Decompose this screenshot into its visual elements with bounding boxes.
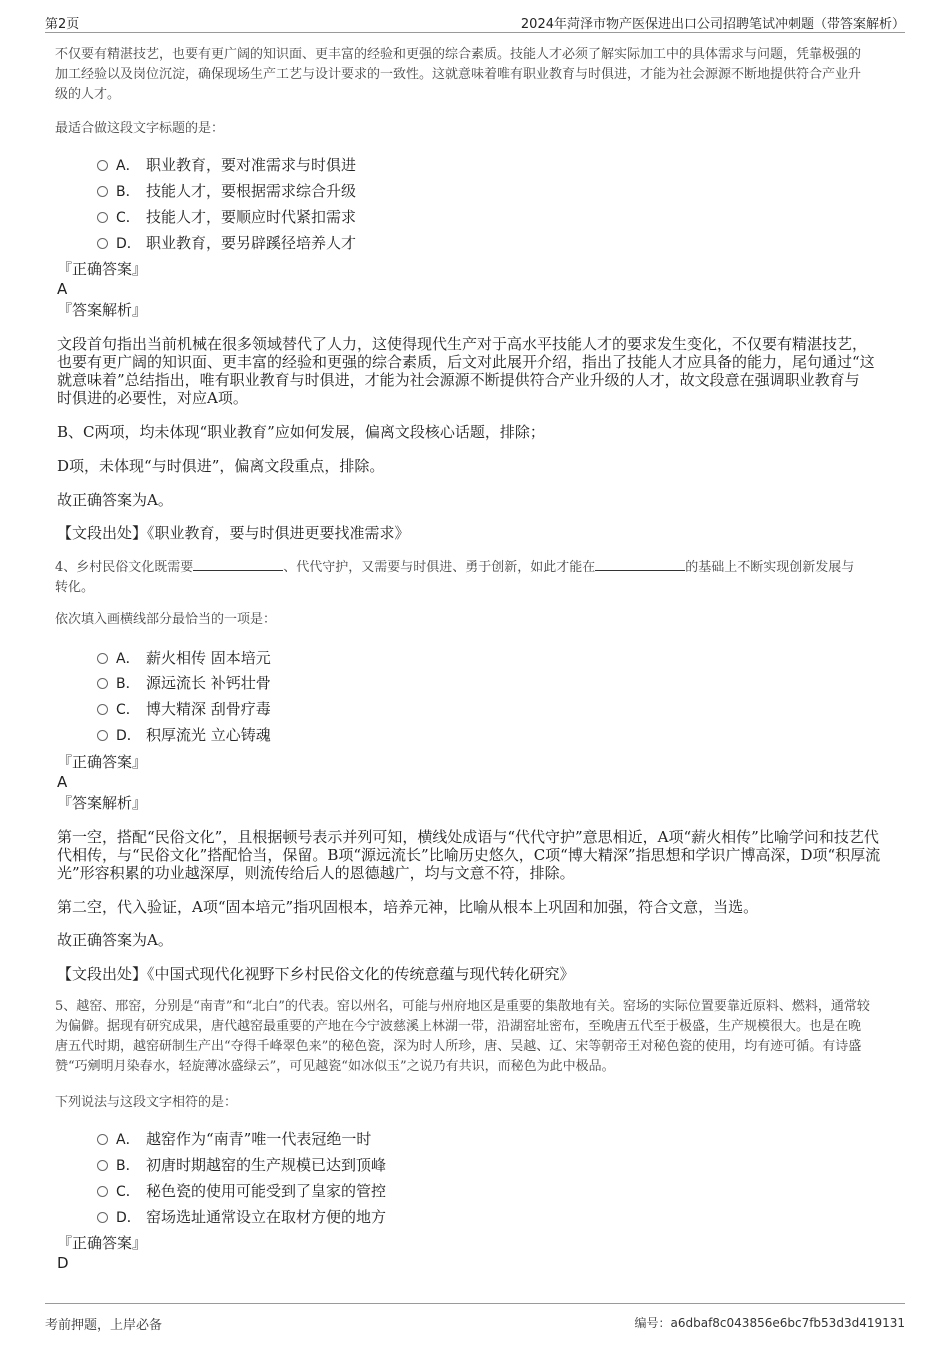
q4-source: 【文段出处】《中国式现代化视野下乡村民俗文化的传统意蕴与现代转化研究》 [57, 965, 575, 983]
stem-line: 4、乡村民俗文化既需要 、代代守护，又需要与时俱进、勇于创新，如此才能在 的基础上不断实现创新发展与 [55, 560, 855, 575]
fill-blank-2 [595, 558, 685, 571]
q3-answer-heading: 『正确答案』 [57, 260, 148, 278]
q5-option-d[interactable]: D． 窑场选址通常设立在取材方便的地方 [97, 1206, 386, 1228]
passage-line: 级的人才。 [55, 87, 121, 102]
q5-answer-heading: 『正确答案』 [57, 1234, 148, 1252]
q4-option-b[interactable]: B． 源远流长 补钙壮骨 [97, 672, 271, 694]
analysis-line: 文段首句指出当前机械在很多领域替代了人力，这使得现代生产对于高水平技能人才的要求发生变化，不仅要有精湛技艺， [57, 335, 868, 353]
q3-option-b[interactable]: B． 技能人才，要根据需求综合升级 [97, 180, 356, 202]
footer-slogan: 考前押题，上岸必备 [45, 1318, 163, 1333]
analysis-line: 时俱进的必要性，对应A项。 [57, 389, 248, 407]
stem-line: 唐五代时期，越窑研制生产出“夺得千峰翠色来”的秘色瓷，深为时人所珍，唐、吴越、辽、宋等朝帝王对秘色瓷的使用，均有迹可循。有诗盛 [55, 1039, 862, 1054]
q4-option-a[interactable]: A． 薪火相传 固本培元 [97, 647, 271, 669]
radio-icon[interactable] [97, 704, 108, 715]
q4-analysis-p3: 故正确答案为A。 [57, 931, 173, 949]
q3-source: 【文段出处】《职业教育，要与时俱进更要找准需求》 [57, 524, 410, 542]
document-code: 编号：a6dbaf8c043856e6bc7fb53d3d419131 [634, 1316, 905, 1330]
analysis-line: 光”形容积累的功业越深厚，则流传给后人的恩德越广，均与文意不符，排除。 [57, 864, 575, 882]
page-number: 第2页 [45, 17, 80, 32]
q5-option-a[interactable]: A． 越窑作为“南青”唯一代表冠绝一时 [97, 1128, 371, 1150]
stem-line: 赞“巧剜明月染春水，轻旋薄冰盛绿云”，可见越瓷“如冰似玉”之说乃有共识，而秘色为此中极品。 [55, 1059, 615, 1074]
document-title: 2024年菏泽市物产医保进出口公司招聘笔试冲刺题（带答案解析） [520, 17, 905, 32]
radio-icon[interactable] [97, 186, 108, 197]
q3-analysis-p1 [57, 335, 875, 407]
page-header [45, 10, 905, 33]
radio-icon[interactable] [97, 1212, 108, 1223]
q5-option-c[interactable]: C． 秘色瓷的使用可能受到了皇家的管控 [97, 1180, 386, 1202]
q3-analysis-p4: 故正确答案为A。 [57, 491, 173, 509]
analysis-line: 就意味着”总结指出，唯有职业教育与时俱进，才能为社会源源不断提供符合产业升级的人才，故文段意在强调职业教育与 [57, 371, 860, 389]
stem-line: 转化。 [55, 580, 95, 595]
q3-prompt: 最适合做这段文字标题的是： [55, 121, 225, 136]
radio-icon[interactable] [97, 212, 108, 223]
q5-stem [55, 997, 870, 1077]
radio-icon[interactable] [97, 160, 108, 171]
q4-option-c[interactable]: C． 博大精深 刮骨疗毒 [97, 698, 271, 720]
analysis-line: 第一空，搭配“民俗文化”，且根据顿号表示并列可知，横线处成语与“代代守护”意思相近，A项“薪火相传”比喻学问和技艺代 [57, 828, 879, 846]
q3-answer: A [57, 280, 68, 298]
q3-analysis-p2: B、C两项，均未体现“职业教育”应如何发展，偏离文段核心话题，排除； [57, 423, 545, 441]
analysis-line: 也要有更广阔的知识面、更丰富的经验和更强的综合素质，后文对此展开介绍，指出了技能人才应具备的能力，尾句通过“这 [57, 353, 875, 371]
radio-icon[interactable] [97, 730, 108, 741]
q4-stem [55, 558, 900, 598]
q4-answer: A [57, 773, 68, 791]
radio-icon[interactable] [97, 678, 108, 689]
q4-answer-heading: 『正确答案』 [57, 753, 148, 771]
q4-analysis-heading: 『答案解析』 [57, 794, 148, 812]
q3-option-c[interactable]: C． 技能人才，要顺应时代紧扣需求 [97, 206, 356, 228]
q4-analysis-p2: 第二空，代入验证，A项“固本培元”指巩固根本，培养元神，比喻从根本上巩固和加强，符合文意，当选。 [57, 898, 759, 916]
q3-analysis-p3: D项，未体现“与时俱进”，偏离文段重点，排除。 [57, 457, 385, 475]
radio-icon[interactable] [97, 238, 108, 249]
q5-answer: D [57, 1254, 69, 1272]
q4-analysis-p1 [57, 828, 880, 882]
fill-blank-1 [193, 558, 283, 571]
q4-prompt: 依次填入画横线部分最恰当的一项是： [55, 612, 277, 627]
radio-icon[interactable] [97, 653, 108, 664]
radio-icon[interactable] [97, 1186, 108, 1197]
q5-option-b[interactable]: B． 初唐时期越窑的生产规模已达到顶峰 [97, 1154, 386, 1176]
passage-line: 不仅要有精湛技艺，也要有更广阔的知识面、更丰富的经验和更强的综合素质。技能人才必须了解实际加工中的具体需求与问题，凭靠极强的 [55, 47, 862, 62]
q3-analysis-heading: 『答案解析』 [57, 301, 148, 319]
passage-line: 加工经验以及岗位沉淀，确保现场生产工艺与设计要求的一致性。这就意味着唯有职业教育与时俱进，才能为社会源源不断地提供符合产业升 [55, 67, 862, 82]
q3-option-a[interactable]: A． 职业教育，要对准需求与时俱进 [97, 154, 356, 176]
q5-prompt: 下列说法与这段文字相符的是： [55, 1095, 238, 1110]
stem-line: 为偏僻。据现有研究成果，唐代越窑最重要的产地在今宁波慈溪上林湖一带，沿湖窑址密布，至晚唐五代至于极盛，生产规模很大。也是在晚 [55, 1019, 862, 1034]
radio-icon[interactable] [97, 1160, 108, 1171]
q4-option-d[interactable]: D． 积厚流光 立心铸魂 [97, 724, 271, 746]
analysis-line: 代相传，与“民俗文化”搭配恰当，保留。B项“源远流长”比喻历史悠久，C项“博大精深”指思想和学识广博高深，D项“积厚流 [57, 846, 881, 864]
radio-icon[interactable] [97, 1134, 108, 1145]
q3-passage [55, 45, 861, 105]
page-footer [45, 1303, 905, 1334]
q3-option-d[interactable]: D． 职业教育，要另辟蹊径培养人才 [97, 232, 356, 254]
stem-line: 5、越窑、邢窑，分别是“南青”和“北白”的代表。窑以州名，可能与州府地区是重要的集散地有关。窑场的实际位置要靠近原料、燃料，通常较 [55, 999, 870, 1014]
